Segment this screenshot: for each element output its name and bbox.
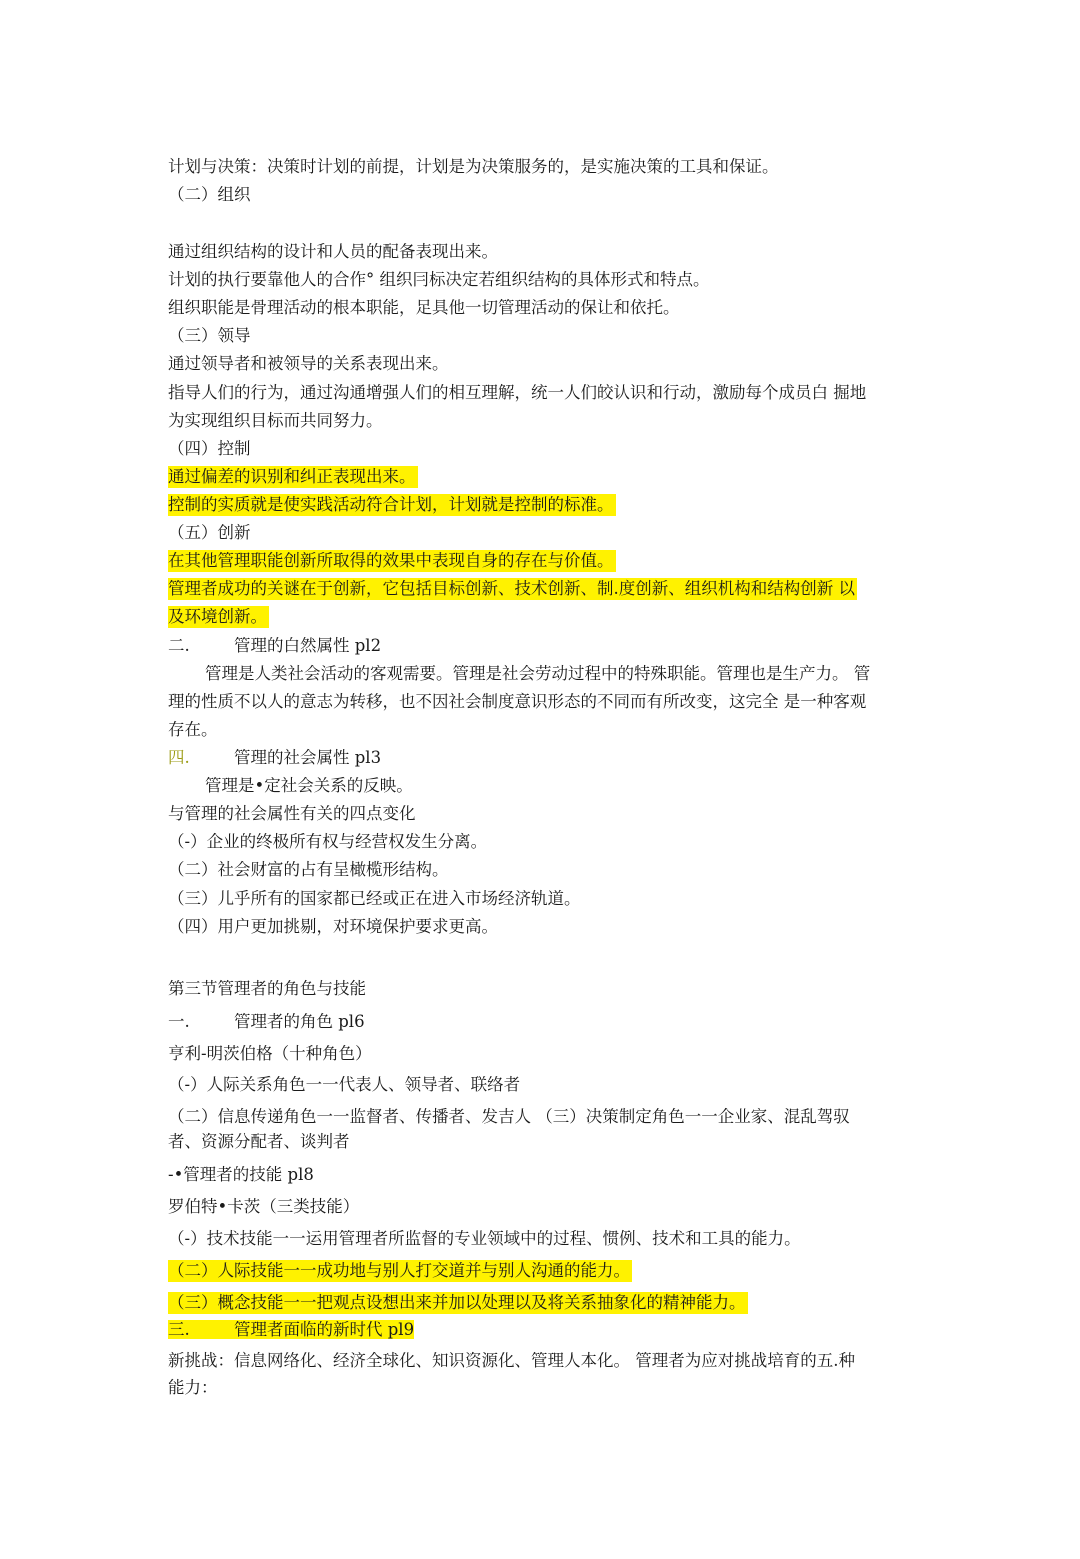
text-line: 亨利-明茨伯格（十种角色） bbox=[168, 1044, 372, 1063]
heading-manager-roles bbox=[168, 1008, 365, 1036]
text-line: 与管理的社会属性有关的四点变化 bbox=[168, 804, 416, 823]
highlighted-heading bbox=[168, 1320, 414, 1339]
text-line: 指导人们的行为，通过沟通增强人们的相互理解，统一人们皎认识和行动，激励每个成员白 掘地 bbox=[168, 383, 867, 402]
heading-text: 管理的社会属性 pl3 bbox=[234, 748, 382, 767]
heading-natural-attribute bbox=[168, 632, 381, 660]
heading-text: 管理者面临的新时代 pl9 bbox=[234, 1320, 415, 1339]
list-item: （-）人际关系角色一一代表人、领导者、联络者 bbox=[168, 1075, 521, 1094]
heading-number: 一. bbox=[168, 1012, 190, 1031]
heading-manager-skills: -•管理者的技能 pl8 bbox=[168, 1165, 314, 1184]
highlighted-text: 及环境创新。 bbox=[168, 607, 267, 626]
text-line: 计划与决策：决策时计划的前提，计划是为决策服务的，是实施决策的工具和保证。 bbox=[168, 157, 779, 176]
highlighted-text: （三）概念技能一一把观点设想出来并加以处理以及将关系抽象化的精神能力。 bbox=[168, 1293, 746, 1312]
section-heading-innovate: （五）创新 bbox=[168, 523, 251, 542]
list-item: 者、资源分配者、谈判者 bbox=[168, 1132, 350, 1151]
heading-number: 二. bbox=[168, 636, 190, 655]
section-heading-organize: （二）组织 bbox=[168, 185, 251, 204]
text-line: 管理是人类社会活动的客观需要。管理是社会劳动过程中的特殊职能。管理也是生产力。 管 bbox=[205, 664, 871, 683]
highlighted-text: 管理者成功的关谜在于创新，它包括目标创新、技术创新、制.度创新、组织机构和结构创新 以 bbox=[168, 579, 855, 598]
heading-new-era bbox=[168, 1316, 414, 1344]
list-item: （-）技术技能一一运用管理者所监督的专业领域中的过程、惯例、技术和工具的能力。 bbox=[168, 1229, 801, 1248]
heading-text: 管理者的角色 pl6 bbox=[234, 1012, 365, 1031]
highlighted-text: 控制的实质就是使实践活动符合计划，计划就是控制的标准。 bbox=[168, 495, 614, 514]
text-line: 通过组织结构的设计和人员的配备表现出来。 bbox=[168, 242, 498, 261]
highlighted-text: （二）人际技能一一成功地与别人打交道并与别人沟通的能力。 bbox=[168, 1261, 630, 1280]
text-line: 通过领导者和被领导的关系表现出来。 bbox=[168, 354, 449, 373]
heading-number: 三. bbox=[168, 1320, 190, 1339]
text-line: 组织职能是骨理活动的根本职能，足具他一切管理活动的保让和依托。 bbox=[168, 298, 680, 317]
list-item: （二）社会财富的占有呈橄榄形结构。 bbox=[168, 860, 449, 879]
highlighted-text: 通过偏差的识别和纠正表现出来。 bbox=[168, 467, 416, 486]
text-line: 管理是•定社会关系的反映。 bbox=[205, 776, 413, 795]
chapter-section-title: 第三节管理者的角色与技能 bbox=[168, 979, 366, 998]
list-item: （四）用户更加挑剔，对环境保护要求更高。 bbox=[168, 917, 498, 936]
section-heading-lead: （三）领导 bbox=[168, 326, 251, 345]
highlighted-text: 在其他管理职能创新所取得的效果中表现自身的存在与价值。 bbox=[168, 551, 614, 570]
heading-text: 管理的白然属性 pl2 bbox=[234, 636, 382, 655]
section-heading-control: （四）控制 bbox=[168, 439, 251, 458]
text-line: 新挑战：信息网络化、经济全球化、知识资源化、管理人本化。 管理者为应对挑战培育的五.种 bbox=[168, 1351, 855, 1370]
text-line: 计划的执行要靠他人的合作° 组织冃标决定若组织结构的具体形式和特点。 bbox=[168, 270, 710, 289]
text-line: 存在。 bbox=[168, 720, 218, 739]
heading-number: 四. bbox=[168, 748, 190, 767]
text-line: 为实现组织目标而共同努力。 bbox=[168, 411, 383, 430]
text-line: 罗伯特•卡茨（三类技能） bbox=[168, 1197, 360, 1216]
list-item: （三）儿乎所有的国家都已经或正在进入市场经济轨道。 bbox=[168, 889, 581, 908]
text-line: 能力： bbox=[168, 1378, 218, 1397]
list-item: （-）企业的终极所有权与经营权发生分离。 bbox=[168, 832, 488, 851]
heading-social-attribute bbox=[168, 744, 381, 772]
text-line: 理的性质不以人的意志为转移，也不因社会制度意识形态的不同而有所改变，这完全 是一种客观 bbox=[168, 692, 867, 711]
list-item: （二）信息传递角色一一监督者、传播者、发吉人 （三）决策制定角色一一企业家、混乱驾驭 bbox=[168, 1107, 850, 1126]
